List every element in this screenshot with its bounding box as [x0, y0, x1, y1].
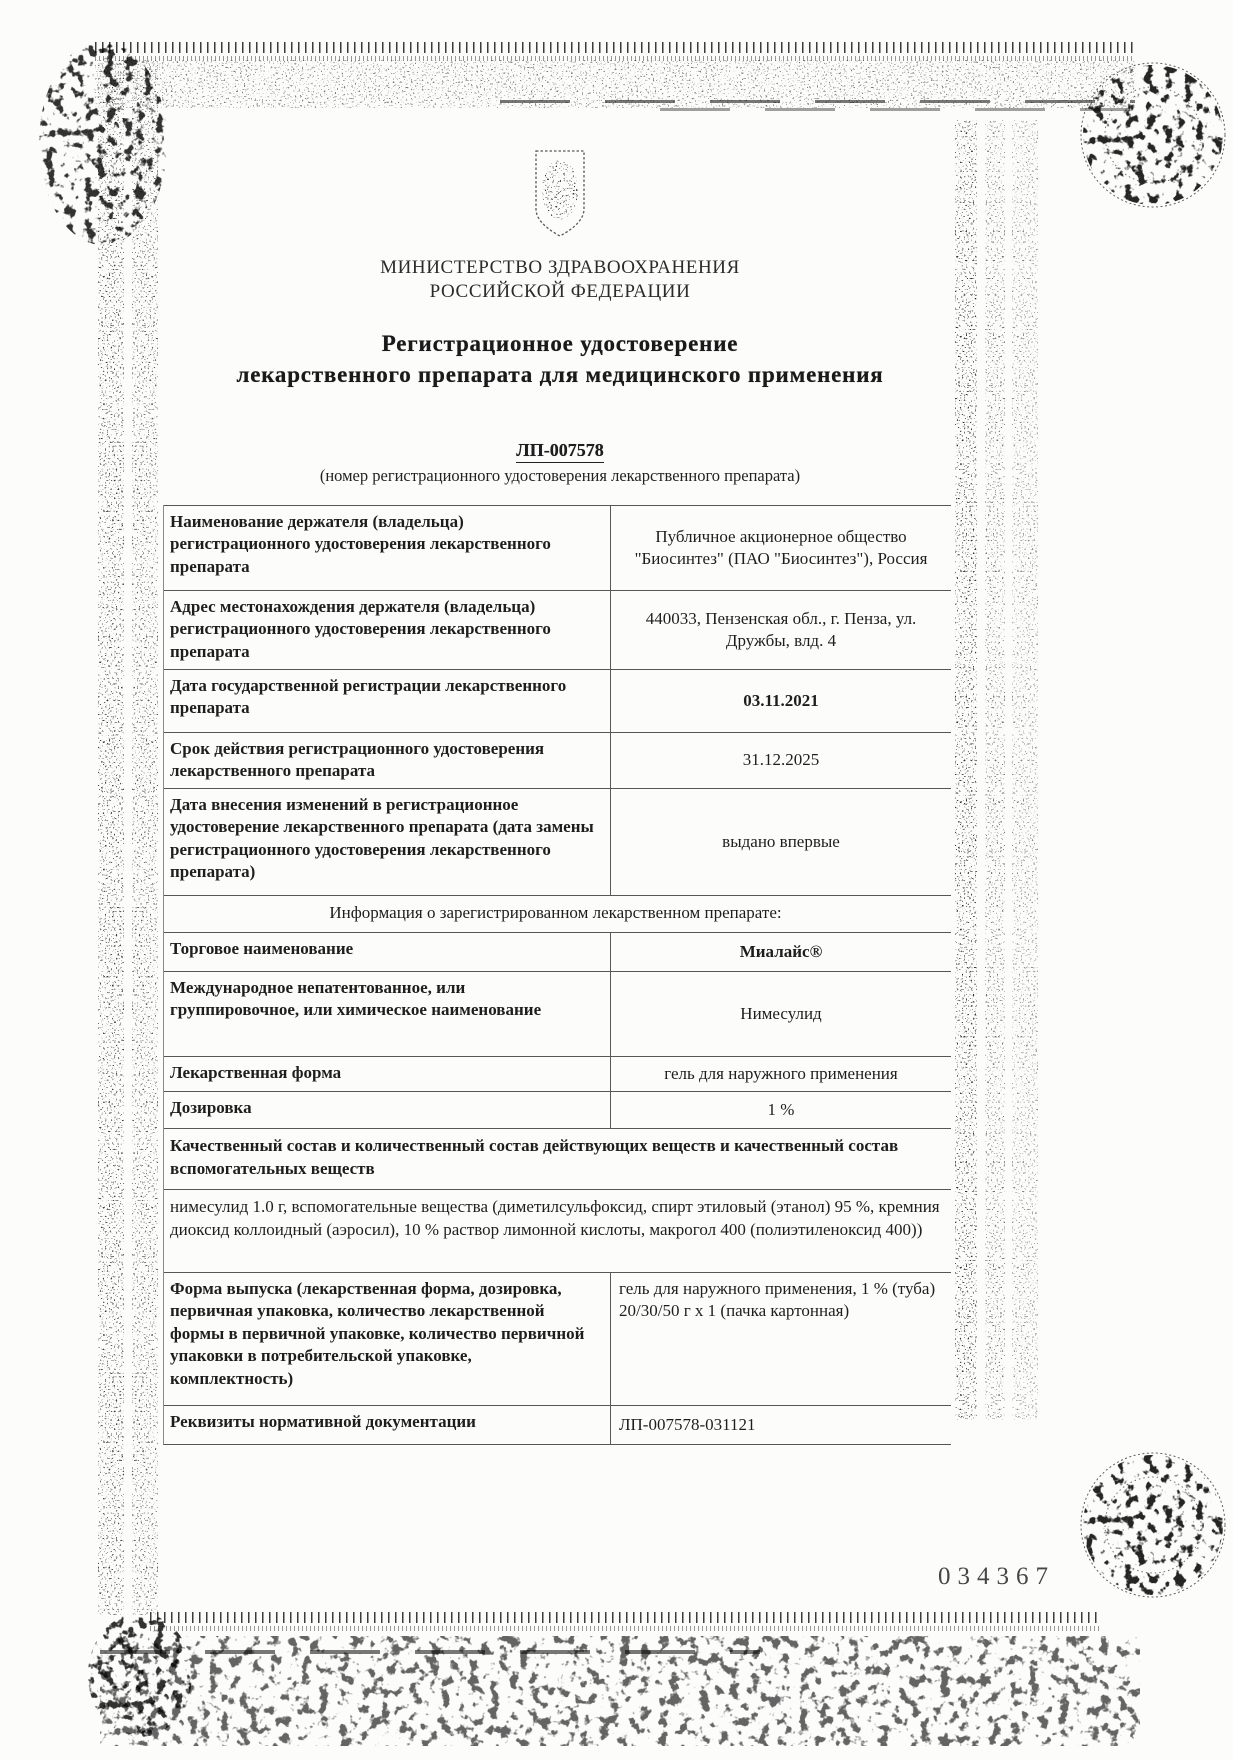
- table-row: [164, 971, 951, 1056]
- table-row: [164, 590, 951, 669]
- corner-ornament-top-left: [35, 38, 170, 253]
- table-row: [164, 1405, 951, 1444]
- table-row: [164, 895, 951, 932]
- border-smear-top: [500, 100, 1135, 103]
- table-row: [164, 505, 951, 590]
- table-row: [164, 1272, 951, 1405]
- document-header: [170, 148, 950, 486]
- ministry-name: [170, 256, 950, 304]
- table-row: [164, 932, 951, 971]
- border-ornament-left-2: [132, 60, 158, 1615]
- row-value: Публичное акционерное общество "Биосинтез" (ПАО "Биосинтез"), Россия: [634, 526, 928, 568]
- row-label: Международное непатентованное, или группировочное, или химическое наименование: [164, 972, 611, 1056]
- border-ornament-right-3: [1012, 120, 1038, 1420]
- row-text: нимесулид 1.0 г, вспомогательные вещества (диметилсульфоксид, спирт этиловый (этанол) 95 %, кремния диоксид коллоидный (аэросил), 10 % раствор лимонной кислоты, макрогол 400 (полиэтиленоксид 400)): [170, 1196, 940, 1239]
- row-label: Реквизиты нормативной документации: [164, 1406, 611, 1444]
- row-label: Дозировка: [164, 1092, 611, 1128]
- registration-number-caption: (номер регистрационного удостоверения лекарственного препарата): [319, 466, 801, 485]
- row-label: Адрес местонахождения держателя (владельца) регистрационного удостоверения лекарственного препарата: [164, 591, 611, 669]
- row-value: гель для наружного применения: [664, 1063, 898, 1083]
- row-value: 03.11.2021: [743, 690, 819, 710]
- table-row: [164, 732, 951, 788]
- row-label: Лекарственная форма: [164, 1057, 611, 1091]
- row-value: 1 %: [767, 1099, 795, 1119]
- border-ornament-top-texture: [95, 60, 1135, 108]
- row-label: Срок действия регистрационного удостоверения лекарственного препарата: [164, 733, 611, 788]
- table-row: [164, 1056, 951, 1091]
- table-row: [164, 1091, 951, 1128]
- row-value: Миалайс®: [739, 941, 823, 961]
- russia-coat-of-arms-icon: [531, 148, 589, 242]
- title-line2: лекарственного препарата для медицинского применения: [236, 362, 884, 387]
- document-title: [170, 328, 950, 390]
- corner-ornament-bottom-left: [85, 1610, 195, 1740]
- border-ornament-left: [98, 60, 124, 1615]
- table-row: [164, 788, 951, 895]
- row-value: гель для наружного применения, 1 % (туба) 20/30/50 г х 1 (пачка картонная): [619, 1278, 936, 1321]
- row-value: ЛП-007578-031121: [619, 1414, 756, 1434]
- row-value: выдано впервые: [722, 831, 840, 851]
- serial-number: 034367: [938, 1563, 1055, 1590]
- ministry-line1: МИНИСТЕРСТВО ЗДРАВООХРАНЕНИЯ: [380, 257, 740, 278]
- row-label: Дата государственной регистрации лекарственного препарата: [164, 670, 611, 732]
- border-ornament-top: [95, 42, 1135, 62]
- row-text: Информация о зарегистрированном лекарственном препарате:: [329, 902, 782, 922]
- table-row: [164, 1189, 951, 1272]
- row-value: 31.12.2025: [742, 750, 820, 770]
- table-row: [164, 1128, 951, 1189]
- border-smear-bottom: [100, 1650, 760, 1654]
- table-row: [164, 669, 951, 732]
- corner-ornament-bottom-right: [1075, 1425, 1230, 1625]
- row-label: Наименование держателя (владельца) регистрационного удостоверения лекарственного препарата: [164, 506, 611, 590]
- registration-table: [163, 505, 951, 1445]
- row-label: Дата внесения изменений в регистрационное удостоверение лекарственного препарата (дата замены регистрационного удостоверения лекарственного препарата): [164, 789, 611, 895]
- registration-number: ЛП-007578: [516, 440, 603, 463]
- title-line1: Регистрационное удостоверение: [381, 331, 739, 356]
- border-ornament-right-2: [985, 120, 1005, 1420]
- row-text: Качественный состав и количественный состав действующих веществ и качественный состав вспомогательных веществ: [170, 1135, 899, 1178]
- row-label: Торговое наименование: [164, 933, 611, 971]
- corner-ornament-top-right: [1075, 45, 1230, 245]
- ministry-line2: РОССИЙСКОЙ ФЕДЕРАЦИИ: [429, 281, 691, 302]
- border-ornament-right: [955, 120, 977, 1420]
- border-ornament-bottom-texture: [100, 1636, 1140, 1746]
- row-value: 440033, Пензенская обл., г. Пенза, ул. Дружбы, влд. 4: [645, 608, 917, 650]
- row-label: Форма выпуска (лекарственная форма, дозировка, первичная упаковка, количество лекарственной формы в первичной упаковке, количество первичной упаковки в потребительской упаковке, комплектность): [164, 1273, 611, 1405]
- border-smear-top-2: [660, 108, 1130, 111]
- border-ornament-bottom: [150, 1612, 1100, 1632]
- row-value: Нимесулид: [740, 1003, 822, 1023]
